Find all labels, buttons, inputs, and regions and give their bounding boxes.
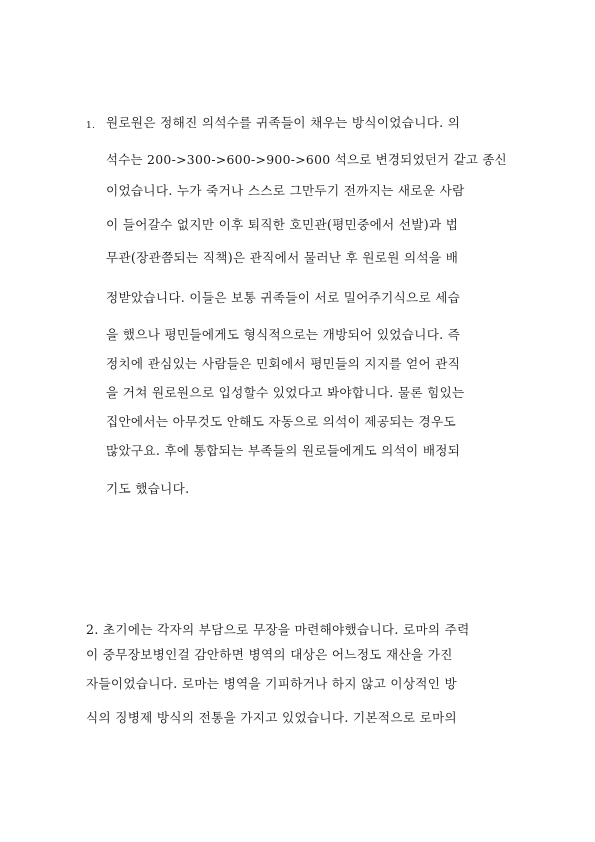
item-1-line-4: 이 들어갈수 없지만 이후 퇴직한 호민관(평민중에서 선발)과 법 xyxy=(106,217,459,232)
item-1-line-8: 정치에 관심있는 사람들은 민회에서 평민들의 지지를 얻어 관직 xyxy=(106,356,461,371)
item-1-line-1: 원로원은 정해진 의석수를 귀족들이 채우는 방식이었습니다. 의 xyxy=(106,115,461,130)
item-1-line-9: 을 거쳐 원로원으로 입성할수 있었다고 봐야합니다. 물론 힘있는 xyxy=(106,385,465,400)
item-1-line-3: 이었습니다. 누가 죽거나 스스로 그만두기 전까지는 새로운 사람 xyxy=(106,183,465,198)
item-1-line-6: 정받았습니다. 이들은 보통 귀족들이 서로 밀어주기식으로 세습 xyxy=(106,290,461,305)
item-2-line-1: 2. 초기에는 각자의 부담으로 무장을 마련해야했습니다. 로마의 주력 xyxy=(86,622,470,637)
item-1-line-5: 무관(장관쯤되는 직책)은 관직에서 물러난 후 원로원 의석을 배 xyxy=(106,250,459,265)
item-1-line-7: 을 했으나 평민들에게도 형식적으로는 개방되어 있었습니다. 즉 xyxy=(106,327,461,342)
item-1-number: 1. xyxy=(86,121,96,131)
item-1-line-2: 석수는 200->300->600->900->600 석으로 변경되었던거 같고 종신 xyxy=(106,152,507,167)
item-2-line-3: 자들이었습니다. 로마는 병역을 기피하거나 하지 않고 이상적인 방 xyxy=(86,676,457,691)
item-1-line-10: 집안에서는 아무것도 안해도 자동으로 의석이 제공되는 경우도 xyxy=(106,414,456,429)
item-1-line-11: 많았구요. 후에 통합되는 부족들의 원로들에게도 의석이 배정되 xyxy=(106,443,461,458)
item-2-line-4: 식의 징병제 방식의 전통을 가지고 있었습니다. 기본적으로 로마의 xyxy=(86,710,457,725)
item-1-line-12: 기도 했습니다. xyxy=(106,481,190,496)
item-2-line-2: 이 중무장보병인걸 감안하면 병역의 대상은 어느정도 재산을 가진 xyxy=(86,647,453,662)
